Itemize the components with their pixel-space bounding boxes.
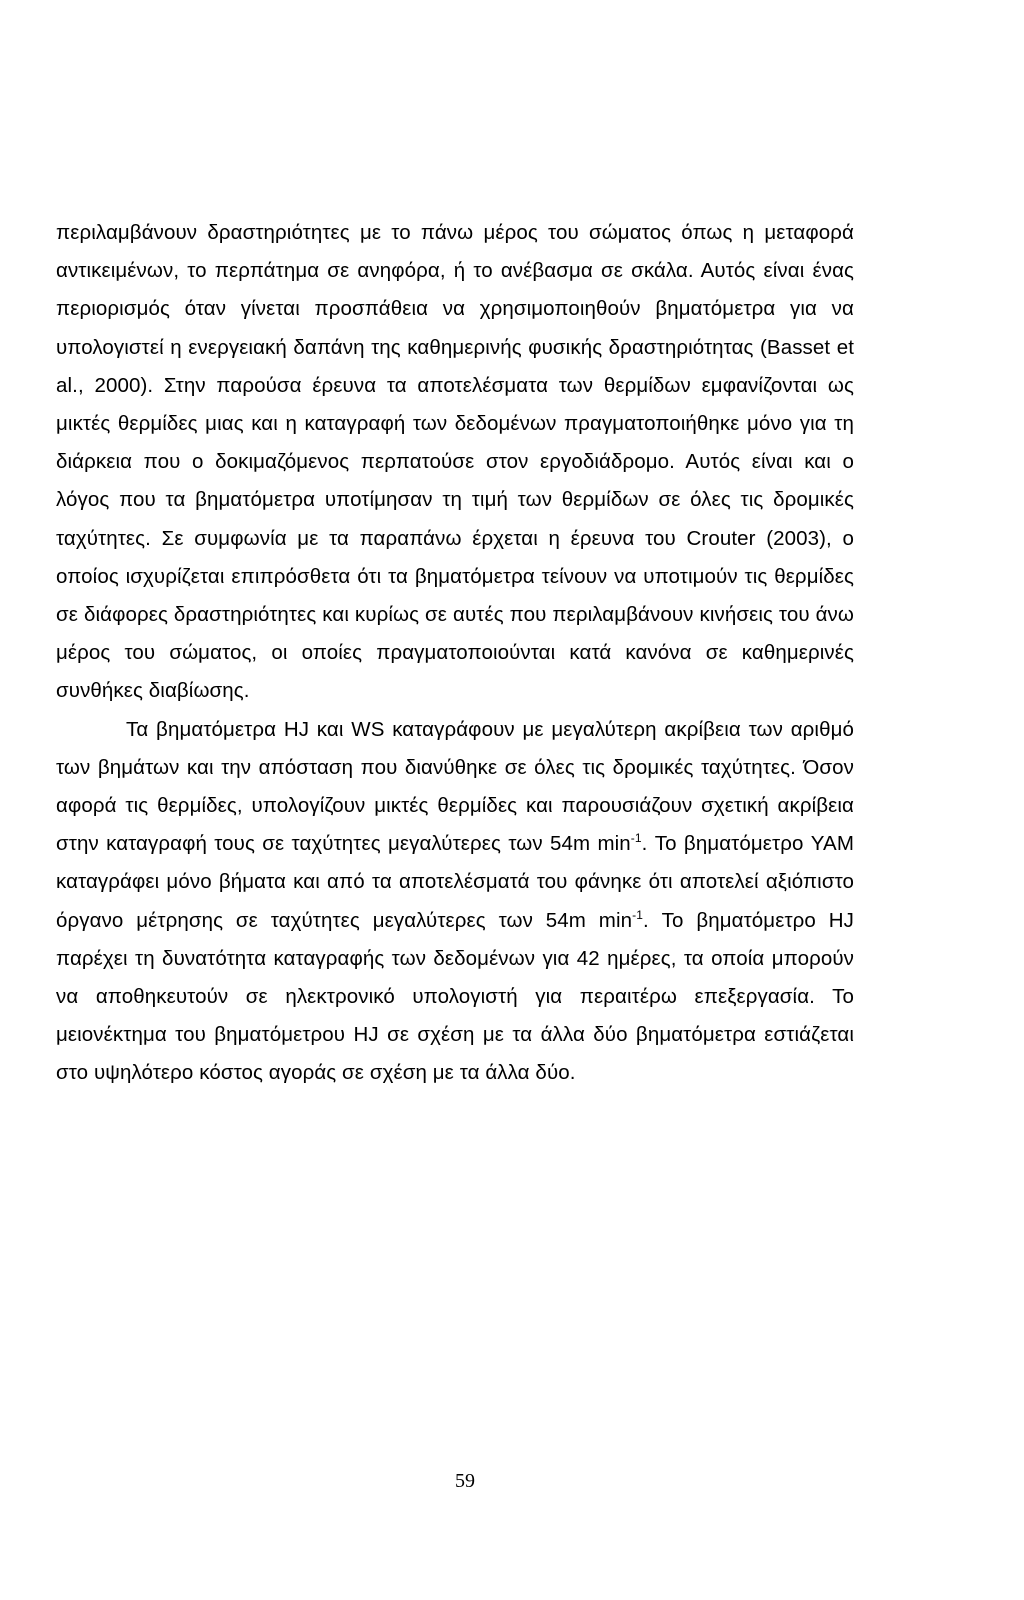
document-body <box>56 214 854 1093</box>
superscript-unit-2: -1 <box>632 907 644 922</box>
paragraph-2-part-c: . Το βηματόμετρο HJ παρέχει τη δυνατότητα καταγραφής των δεδομένων για 42 ημέρες, τα οποία μπορούν να αποθηκευτούν σε ηλεκτρονικό υπολογιστή για περαιτέρω επεξεργασία. Το μειονέκτημα του βηματόμετρου HJ σε σχέση με τα άλλα δύο βηματόμετρα εστιάζεται στο υψηλότερο κόστος αγοράς σε σχέση με τα άλλα δύο. <box>56 908 854 1085</box>
superscript-unit-1: -1 <box>630 831 642 846</box>
paragraph-2-part-a: Τα βηματόμετρα HJ και WS καταγράφουν με μεγαλύτερη ακρίβεια των αριθμό των βημάτων και την απόσταση που διανύθηκε σε όλες τις δρομικές ταχύτητες. Όσον αφορά τις θερμίδες, υπολογίζουν μικτές θερμίδες και παρουσιάζουν σχετική ακρίβεια στην καταγραφή τους σε ταχύτητες μεγαλύτερες των 54m min <box>56 717 854 856</box>
paragraph-2-part-b: . Το βηματόμετρο YAM καταγράφει μόνο βήματα και από τα αποτελέσματά του φάνηκε ότι αποτελεί αξιόπιστο όργανο μέτρησης σε ταχύτητες μεγαλύτερες των 54m min <box>56 832 854 932</box>
paragraph-2 <box>56 711 854 1093</box>
paragraph-1: περιλαμβάνουν δραστηριότητες με το πάνω μέρος του σώματος όπως η μεταφορά αντικειμένων, το περπάτημα σε ανηφόρα, ή το ανέβασμα σε σκάλα. Αυτός είναι ένας περιορισμός όταν γίνεται προσπάθεια να χρησιμοποιηθούν βηματόμετρα για να υπολογιστεί η ενεργειακή δαπάνη της καθημερινής φυσικής δραστηριότητας (Basset et al., 2000). Στην παρούσα έρευνα τα αποτελέσματα των θερμίδων εμφανίζονται ως μικτές θερμίδες μιας και η καταγραφή των δεδομένων πραγματοποιήθηκε μόνο για τη διάρκεια που ο δοκιμαζόμενος περπατούσε στον εργοδιάδρομο. Αυτός είναι και ο λόγος που τα βηματόμετρα υποτίμησαν τη τιμή των θερμίδων σε όλες τις δρομικές ταχύτητες. Σε συμφωνία με τα παραπάνω έρχεται η έρευνα του Crouter (2003), ο οποίος ισχυρίζεται επιπρόσθετα ότι τα βηματόμετρα τείνουν να υποτιμούν τις θερμίδες σε διάφορες δραστηριότητες και κυρίως σε αυτές που περιλαμβάνουν κινήσεις του άνω μέρος του σώματος, οι οποίες πραγματοποιούνται κατά κανόνα σε καθημερινές συνθήκες διαβίωσης. <box>56 221 854 703</box>
page-number: 59 <box>455 1470 475 1492</box>
